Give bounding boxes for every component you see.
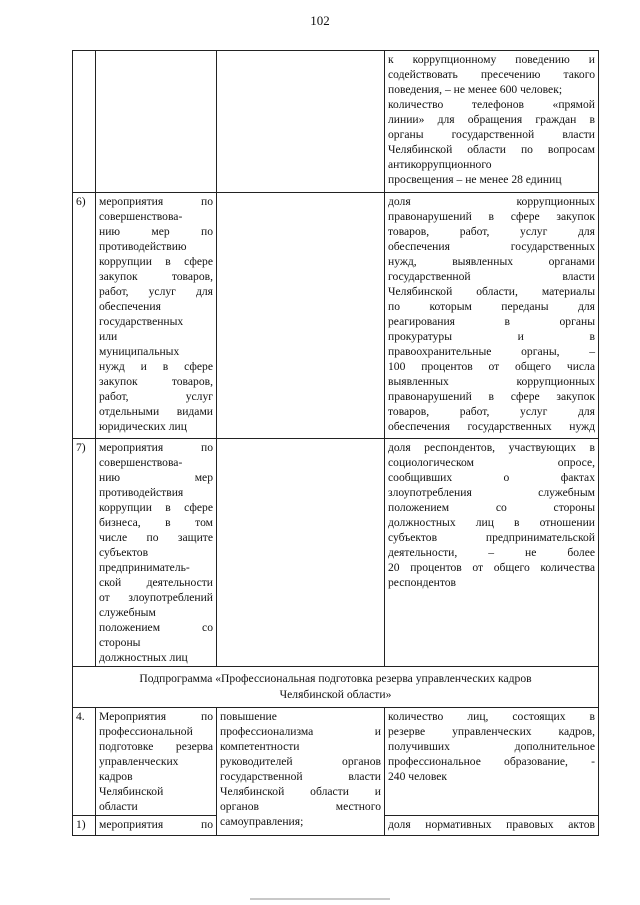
goal-cell (217, 51, 385, 193)
goal-cell (217, 708, 385, 836)
table-row-4 (73, 708, 599, 816)
text-line: обеспечения государственных нужд (388, 420, 595, 433)
subprogram-title-line-2: Челябинской области» (279, 688, 392, 701)
text-line: сообщивших о фактах (388, 471, 595, 484)
page-number: 102 (310, 13, 330, 28)
text-line: 20 процентов от общего количества (388, 561, 595, 574)
table-row-continuation (73, 51, 599, 193)
text-line: компетентности (220, 740, 300, 753)
text-line: содействовать пресечению такого (388, 68, 595, 81)
table-row-6 (73, 193, 599, 439)
text-line: правонарушений в сфере закупок (388, 390, 595, 403)
text-line: противодействия (99, 486, 184, 499)
text-line: государственной власти (388, 270, 595, 283)
text-line: злоупотребления служебным (388, 486, 595, 499)
text-line: к коррупционному поведению и (388, 53, 595, 66)
indicator-cell (385, 193, 599, 439)
text-line: реагирования в органы (388, 315, 595, 328)
row-number (73, 51, 96, 193)
text-line: нужд и в сфере (99, 360, 213, 373)
text-line: органов местного (220, 800, 381, 813)
text-line: линии» для обращения граждан в (388, 113, 595, 126)
text-line: Челябинской области по вопросам (388, 143, 595, 156)
text-line: просвещения – не менее 28 единиц (388, 173, 562, 186)
text-line: подготовке резерва (99, 740, 213, 753)
text-line: доля респондентов, участвующих в (388, 441, 595, 454)
subprogram-title-line-1: Подпрограмма «Профессиональная подготовка резерва управленческих кадров (139, 672, 532, 685)
table-row-7 (73, 439, 599, 667)
indicator-cell (385, 51, 599, 193)
text-line: ской деятельности (99, 576, 213, 589)
text-line: обеспечения (99, 300, 161, 313)
text-line: получивших дополнительное (388, 740, 595, 753)
text-line: 240 человек (388, 770, 448, 783)
text-line: профессионализма и (220, 725, 381, 738)
row-number: 7) (73, 439, 96, 667)
text-line: положением со стороны (388, 501, 595, 514)
text-line: самоуправления; (220, 815, 304, 828)
text-line: поведения, – не менее 600 человек; (388, 83, 563, 96)
text-line: государственной власти (220, 770, 381, 783)
text-line: Челябинской области и (220, 785, 381, 798)
row-number: 4. (73, 708, 96, 816)
text-line: коррупции в сфере (99, 255, 213, 268)
text-line: бизнеса, в том (99, 516, 213, 529)
text-line: юридических лиц (99, 420, 187, 433)
text-line: предприниматель- (99, 561, 190, 574)
row-number: 1) (73, 816, 96, 836)
text-line: прокуратуры и в (388, 330, 595, 343)
text-line: закупок товаров, (99, 270, 213, 283)
text-line: области (99, 800, 138, 813)
text-line: Мероприятия по (99, 710, 213, 723)
text-line: служебным (99, 606, 156, 619)
text-line: управленческих (99, 755, 179, 768)
text-line: количество лиц, состоящих в (388, 710, 595, 723)
activity-cell (96, 816, 217, 836)
text-line: нию мер по (99, 225, 213, 238)
text-line: количество телефонов «прямой (388, 98, 595, 111)
text-line: Челябинской области, материалы (388, 285, 595, 298)
text-line: числе по защите (99, 531, 213, 544)
text-line: субъектов (99, 546, 149, 559)
indicator-cell (385, 708, 599, 816)
text-line: респондентов (388, 576, 457, 589)
goal-cell (217, 193, 385, 439)
text-line: профессиональное образование, - (388, 755, 595, 768)
text-line: обеспечения государственных (388, 240, 595, 253)
activity-cell (96, 193, 217, 439)
text-line: органы государственной власти (388, 128, 595, 141)
text-line: муниципальных (99, 345, 180, 358)
text-line: профессиональной (99, 725, 193, 738)
text-line: коррупции в сфере (99, 501, 213, 514)
scan-edge-mark (250, 898, 390, 900)
text-line: стороны (99, 636, 141, 649)
text-line: должностных лиц в отношении (388, 516, 595, 529)
text-line: мероприятия по (99, 441, 213, 454)
text-line: положением со (99, 621, 213, 634)
row-number: 6) (73, 193, 96, 439)
text-line: повышение (220, 710, 277, 723)
text-line: деятельности, – не более (388, 546, 595, 559)
text-line: резерве управленческих кадров, (388, 725, 595, 738)
text-line: совершенствова- (99, 456, 183, 469)
text-line: правоохранительные органы, – (388, 345, 595, 358)
text-line: нужд, выявленных органами (388, 255, 595, 268)
activity-cell (96, 439, 217, 667)
text-line: совершенствова- (99, 210, 183, 223)
text-line: работ, услуг для (99, 285, 213, 298)
activity-cell (96, 51, 217, 193)
activity-cell (96, 708, 217, 816)
text-line: субъектов предпринимательской (388, 531, 595, 544)
text-line: отдельными видами (99, 405, 213, 418)
text-line: закупок товаров, (99, 375, 213, 388)
text-line: или (99, 330, 118, 343)
text-line: 100 процентов от общего числа (388, 360, 595, 373)
text-line: государственных (99, 315, 184, 328)
text-line: от злоупотреблений (99, 591, 213, 604)
program-table (72, 50, 599, 836)
text-line: выявленных коррупционных (388, 375, 595, 388)
subprogram-title (73, 667, 599, 708)
indicator-cell (385, 439, 599, 667)
indicator-cell (385, 816, 599, 836)
text-line: товаров, работ, услуг для (388, 225, 595, 238)
text-line: мероприятия по (99, 818, 213, 831)
text-line: по которым переданы для (388, 300, 595, 313)
goal-cell (217, 439, 385, 667)
text-line: нию мер (99, 471, 213, 484)
text-line: социологическом опросе, (388, 456, 595, 469)
subprogram-header-row (73, 667, 599, 708)
text-line: кадров (99, 770, 133, 783)
text-line: работ, услуг (99, 390, 213, 403)
text-line: противодействию (99, 240, 187, 253)
text-line: доля нормативных правовых актов (388, 818, 595, 831)
text-line: Челябинской (99, 785, 164, 798)
text-line: доля коррупционных (388, 195, 595, 208)
text-line: антикоррупционного (388, 158, 492, 171)
text-line: должностных лиц (99, 651, 188, 664)
text-line: мероприятия по (99, 195, 213, 208)
text-line: руководителей органов (220, 755, 381, 768)
text-line: товаров, работ, услуг для (388, 405, 595, 418)
text-line: правонарушений в сфере закупок (388, 210, 595, 223)
